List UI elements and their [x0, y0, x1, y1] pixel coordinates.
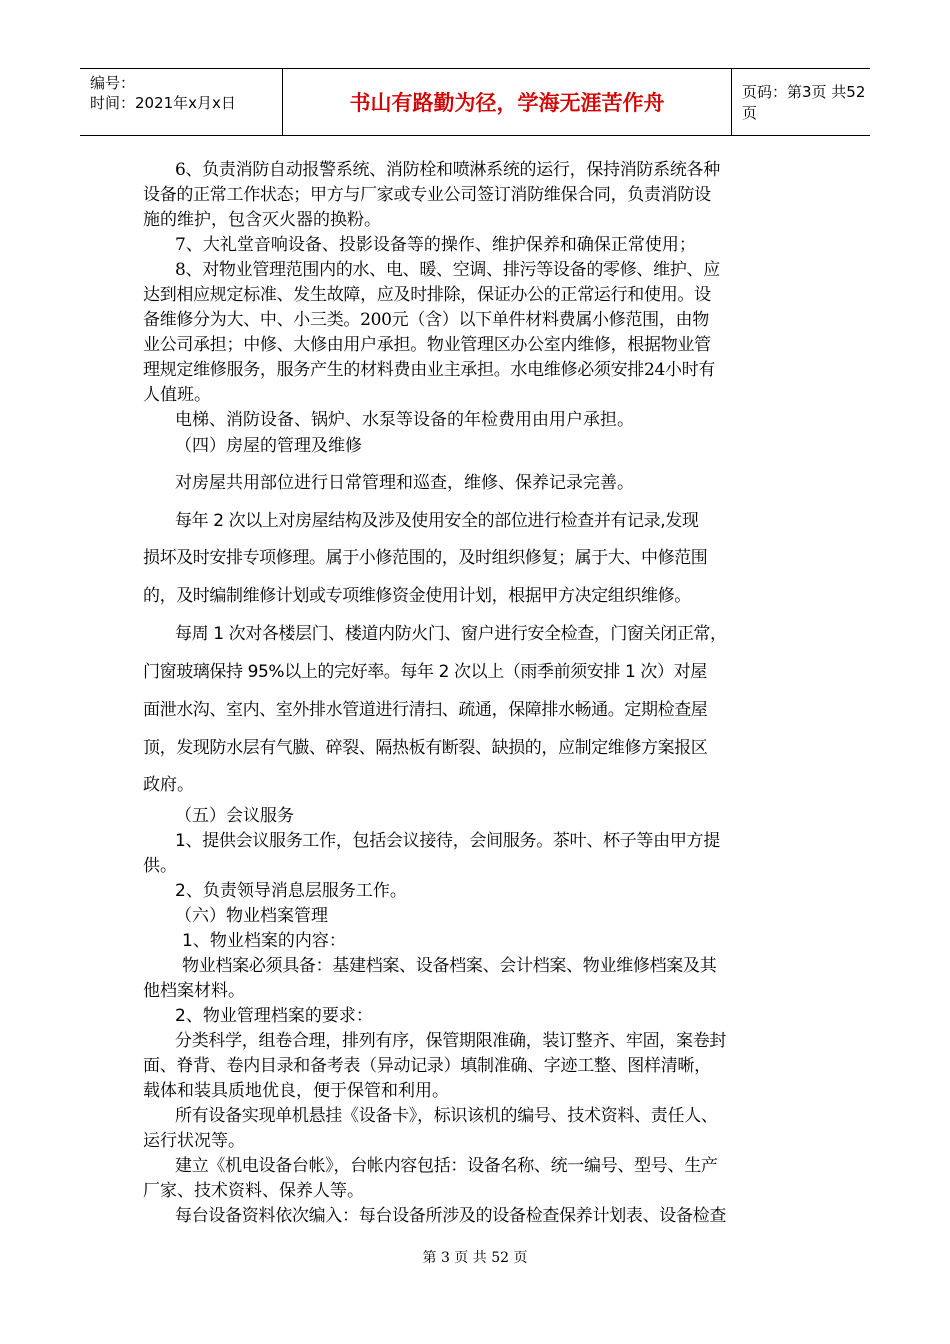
text-line: 2、负责领导消息层服务工作。 — [175, 881, 407, 901]
section-heading-archives: （六）物业档案管理 — [175, 906, 328, 926]
text-line: 门窗玻璃保持 95%以上的完好率。每年 2 次以上（雨季前须安排 1 次）对屋 — [143, 662, 707, 682]
text-line: 所有设备实现单机悬挂《设备卡》，标识该机的编号、技术资料、责任人、 — [175, 1106, 718, 1126]
text-line: 他档案材料。 — [143, 981, 245, 1001]
document-date-label: 时间：2021年x月x日 — [90, 94, 236, 112]
text-line: 政府。 — [143, 775, 194, 795]
text-line: 载体和装具质地优良，便于保管和利用。 — [143, 1081, 449, 1101]
text-line: 理规定维修服务，服务产生的材料费由业主承担。水电维修必须安排24小时有 — [143, 360, 716, 380]
text-line: 分类科学，组卷合理，排列有序，保管期限准确，装订整齐、牢固，案卷封 — [175, 1031, 727, 1051]
text-line: 8、对物业管理范围内的水、电、暖、空调、排污等设备的零修、维护、应 — [175, 260, 720, 280]
text-line: 设备的正常工作状态；甲方与厂家或专业公司签订消防维保合同，负责消防设 — [143, 185, 711, 205]
text-line: 顶，发现防水层有气臌、碎裂、隔热板有断裂、缺损的，应制定维修方案报区 — [143, 738, 708, 758]
text-line: 6、负责消防自动报警系统、消防栓和喷淋系统的运行，保持消防系统各种 — [175, 160, 720, 180]
header-motto: 书山有路勤为径，学海无涯苦作舟 — [283, 69, 732, 135]
text-line: 面泄水沟、室内、室外排水管道进行清扫、疏通，保障排水畅通。定期检查屋 — [143, 700, 708, 720]
text-line: 每年 2 次以上对房屋结构及涉及使用安全的部位进行检查并有记录,发现 — [175, 511, 699, 531]
text-line: 建立《机电设备台帐》，台帐内容包括：设备名称、统一编号、型号、生产 — [175, 1156, 718, 1176]
text-line: 每台设备资料依次编入：每台设备所涉及的设备检查保养计划表、设备检查 — [175, 1206, 727, 1226]
text-line: 损坏及时安排专项修理。属于小修范围的，及时组织修复；属于大、中修范围 — [143, 548, 708, 568]
section-heading-housing: （四）房屋的管理及维修 — [175, 436, 362, 456]
text-line: 供。 — [143, 856, 177, 876]
text-line: 备维修分为大、中、小三类。200元（含）以下单件材料费属小修范围，由物 — [143, 310, 709, 330]
text-line: 2、物业管理档案的要求： — [175, 1006, 373, 1026]
text-line: 人值班。 — [143, 385, 211, 405]
header-meta-cell — [80, 69, 283, 135]
text-line: 物业档案必须具备：基建档案、设备档案、会计档案、物业维修档案及其 — [182, 956, 717, 976]
text-line: 厂家、技术资料、保养人等。 — [143, 1181, 364, 1201]
text-line: 电梯、消防设备、锅炉、水泵等设备的年检费用由用户承担。 — [175, 410, 634, 430]
text-line: 运行状况等。 — [143, 1131, 245, 1151]
text-line: 达到相应规定标准、发生故障，应及时排除，保证办公的正常运行和使用。设 — [143, 285, 711, 305]
text-line: 每周 1 次对各楼层门、楼道内防火门、窗户进行安全检查，门窗关闭正常， — [175, 624, 727, 644]
text-line: 7、大礼堂音响设备、投影设备等的操作、维护保养和确保正常使用； — [175, 235, 696, 255]
text-line: 1、提供会议服务工作，包括会议接待，会间服务。茶叶、杯子等由甲方提 — [175, 831, 720, 851]
page-footer: 第 3 页 共 52 页 — [422, 1250, 528, 1266]
text-line: 业公司承担；中修、大修由用户承担。物业管理区办公室内维修，根据物业管 — [143, 335, 711, 355]
text-line: 对房屋共用部位进行日常管理和巡查，维修、保养记录完善。 — [175, 473, 634, 493]
text-line: 面、脊背、卷内目录和备考表（异动记录）填制准确、字迹工整、图样清晰， — [143, 1056, 711, 1076]
text-line: 施的维护，包含灭火器的换粉。 — [143, 210, 381, 230]
page-header-table — [80, 68, 870, 136]
document-number-label: 编号： — [90, 74, 136, 92]
text-line: 的，及时编制维修计划或专项维修资金使用计划，根据甲方决定组织维修。 — [143, 586, 691, 606]
section-heading-meeting: （五）会议服务 — [175, 806, 294, 826]
header-page-info: 页码：第3页 共52页 — [742, 83, 866, 122]
text-line: 1、物业档案的内容： — [182, 931, 346, 951]
